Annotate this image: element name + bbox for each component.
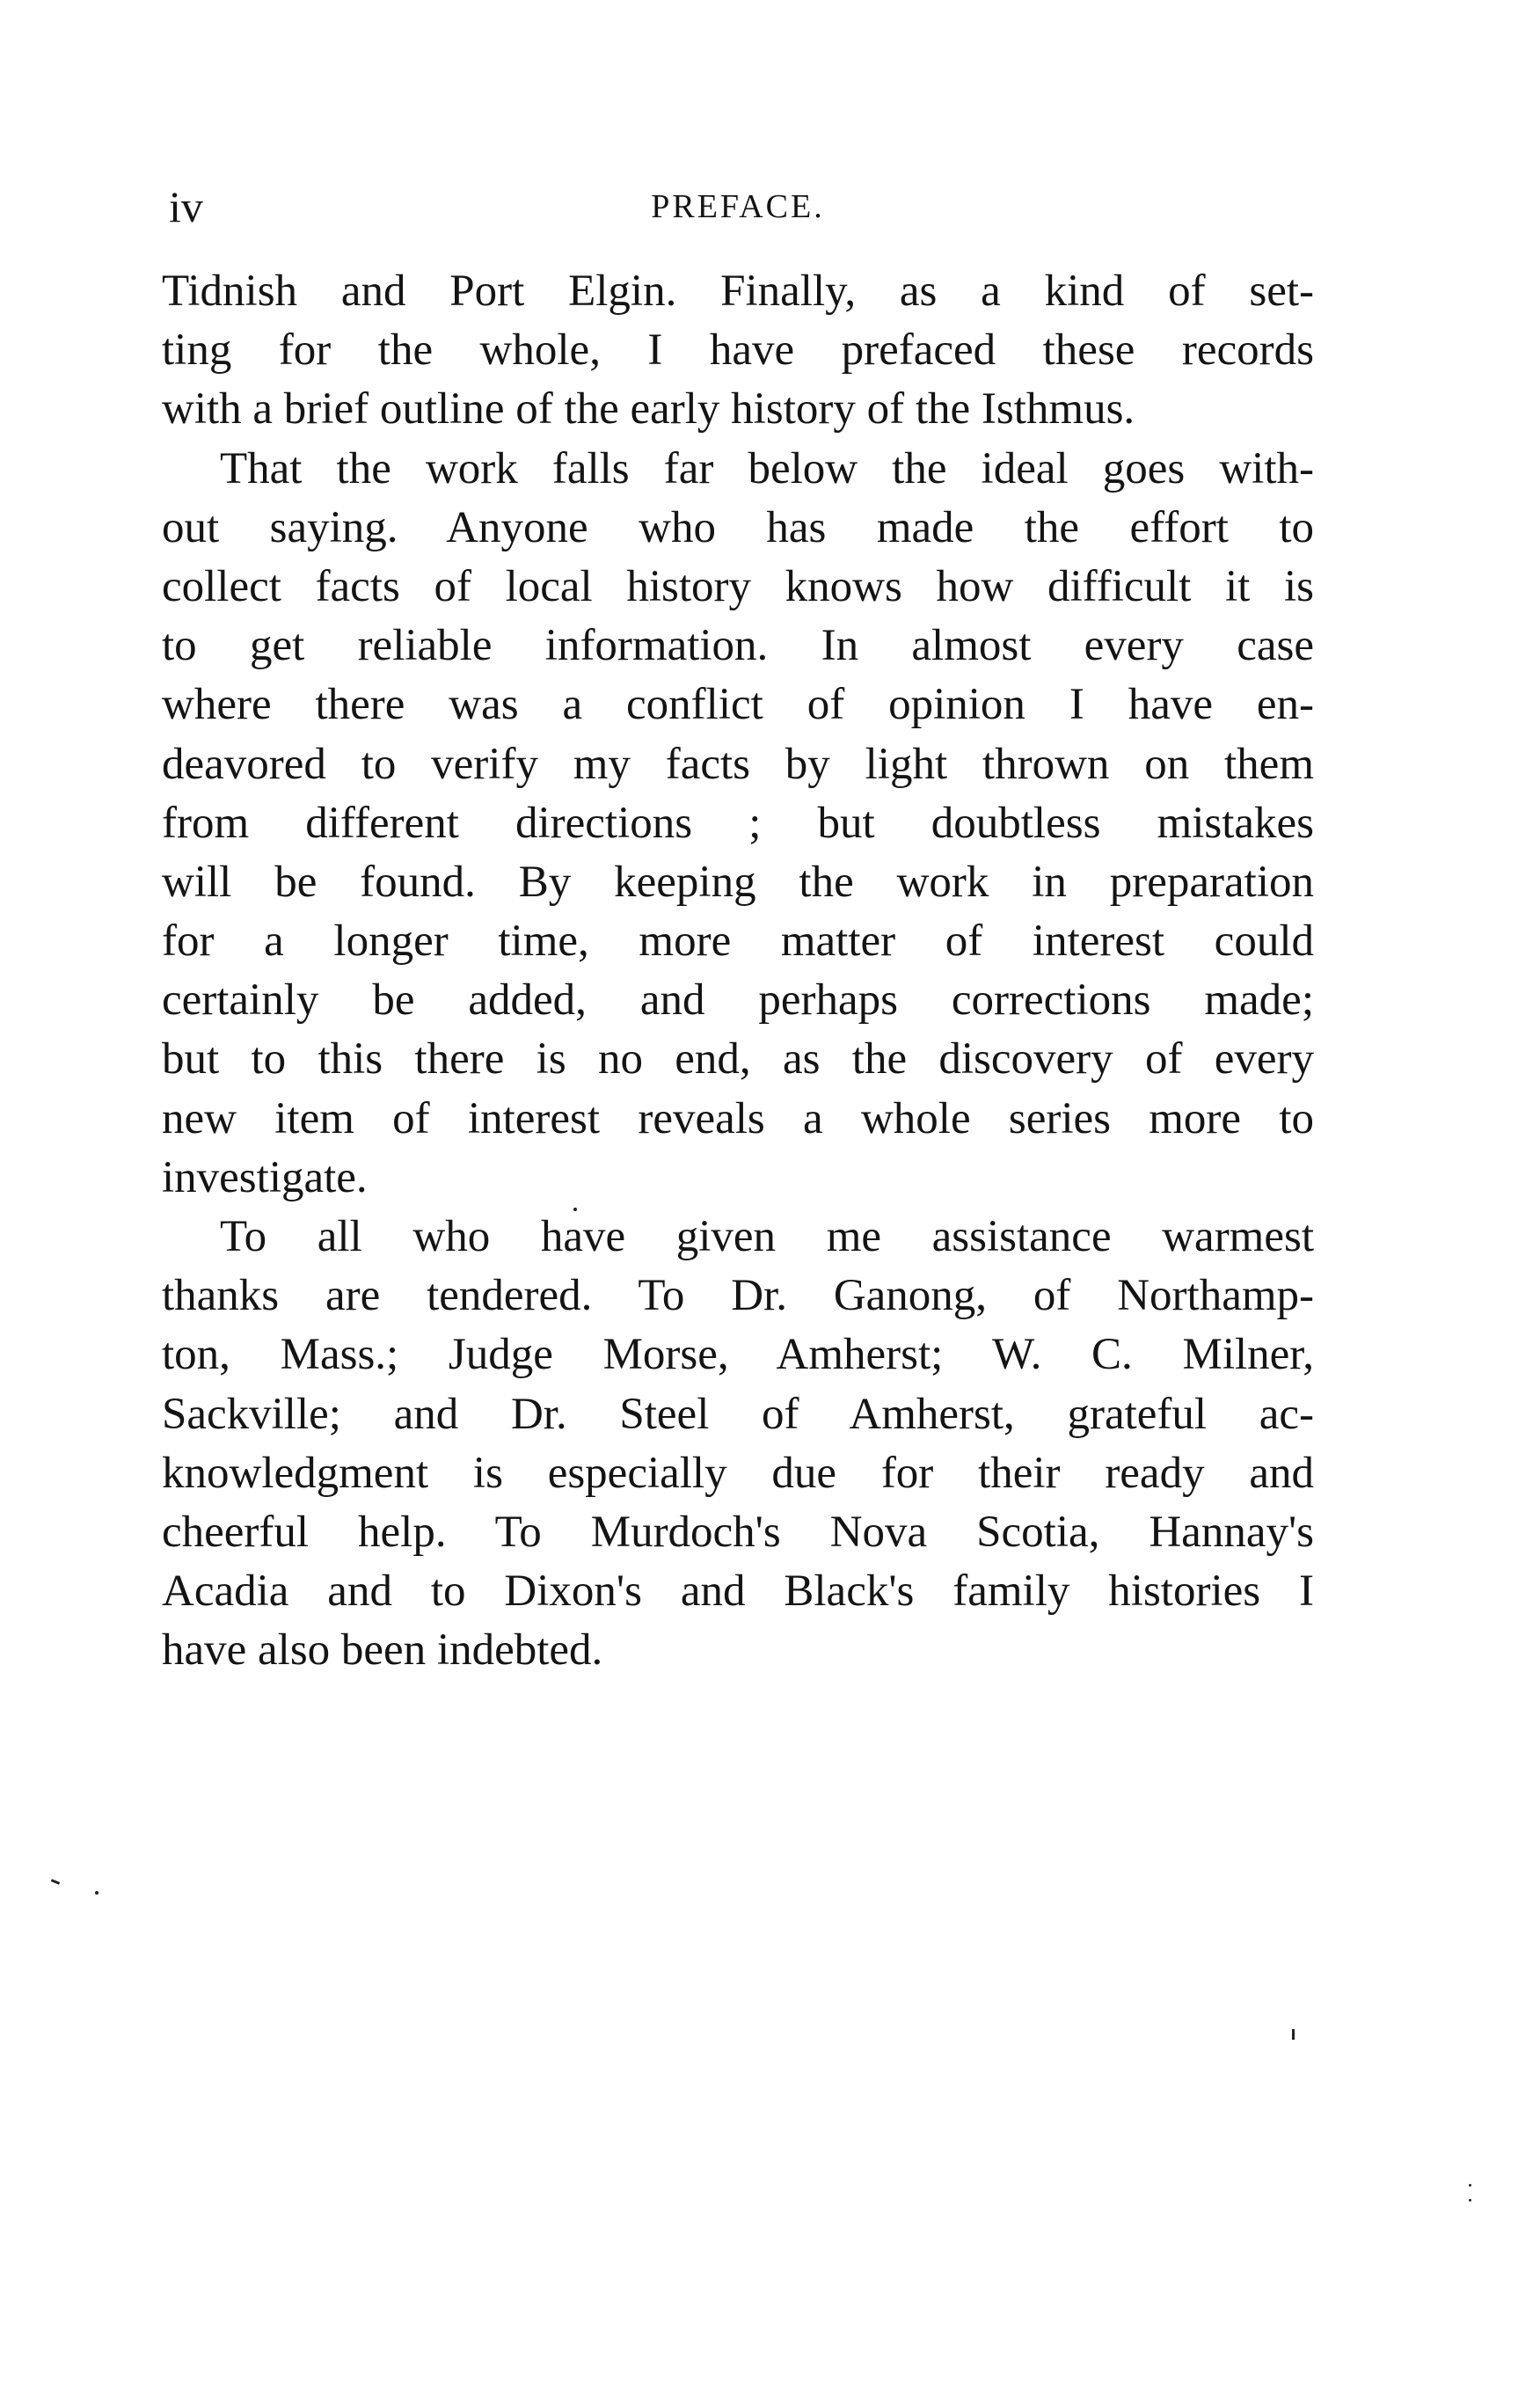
text-line: to get reliable information. In almost every case bbox=[162, 621, 1314, 671]
text-line: To all who have given me assistance warmest bbox=[220, 1212, 1314, 1261]
text-line: investigate. bbox=[162, 1152, 368, 1202]
running-head bbox=[162, 180, 1314, 233]
text-line: deavored to verify my facts by light thrown on them bbox=[162, 739, 1314, 789]
text-line: thanks are tendered. To Dr. Ganong, of Northamp- bbox=[162, 1271, 1314, 1321]
text-line: new item of interest reveals a whole series more to bbox=[162, 1093, 1314, 1143]
text-line: knowledgment is especially due for their ready and bbox=[162, 1448, 1314, 1498]
text-line: where there was a conflict of opinion I have en- bbox=[162, 680, 1314, 730]
text-line: cheerful help. To Murdoch's Nova Scotia, Hannay's bbox=[162, 1507, 1314, 1557]
body-text bbox=[162, 262, 1314, 1681]
text-line: but to this there is no end, as the discovery of every bbox=[162, 1034, 1314, 1084]
text-line: certainly be added, and perhaps corrections made; bbox=[162, 975, 1314, 1026]
scan-speck bbox=[1292, 2029, 1295, 2040]
text-line: ting for the whole, I have prefaced these records bbox=[162, 325, 1314, 376]
text-line: from different directions ; but doubtless mistakes bbox=[162, 798, 1314, 848]
text-line: out saying. Anyone who has made the effort to bbox=[162, 502, 1314, 552]
text-line: for a longer time, more matter of interest could bbox=[162, 916, 1314, 967]
scan-speck bbox=[95, 1891, 99, 1895]
text-line: ton, Mass.; Judge Morse, Amherst; W. C. Milner, bbox=[162, 1330, 1314, 1380]
text-line: have also been indebted. bbox=[162, 1625, 603, 1676]
scan-speck bbox=[573, 1208, 577, 1211]
text-line: Acadia and to Dixon's and Black's family histories I bbox=[162, 1566, 1314, 1617]
text-line: collect facts of local history knows how difficult it is bbox=[162, 561, 1314, 611]
scan-speck bbox=[1469, 2199, 1471, 2202]
text-line: Tidnish and Port Elgin. Finally, as a kind of set- bbox=[162, 267, 1314, 316]
scan-speck bbox=[1469, 2184, 1471, 2187]
text-line: with a brief outline of the early history of the Isthmus. bbox=[162, 384, 1135, 435]
text-line: Sackville; and Dr. Steel of Amherst, grateful ac- bbox=[162, 1389, 1314, 1439]
text-line: That the work falls far below the ideal goes with- bbox=[220, 443, 1314, 493]
text-line: will be found. By keeping the work in preparation bbox=[162, 857, 1314, 907]
page-title: PREFACE. bbox=[651, 188, 825, 225]
scan-speck bbox=[51, 1879, 60, 1885]
page-number: iv bbox=[169, 182, 203, 231]
